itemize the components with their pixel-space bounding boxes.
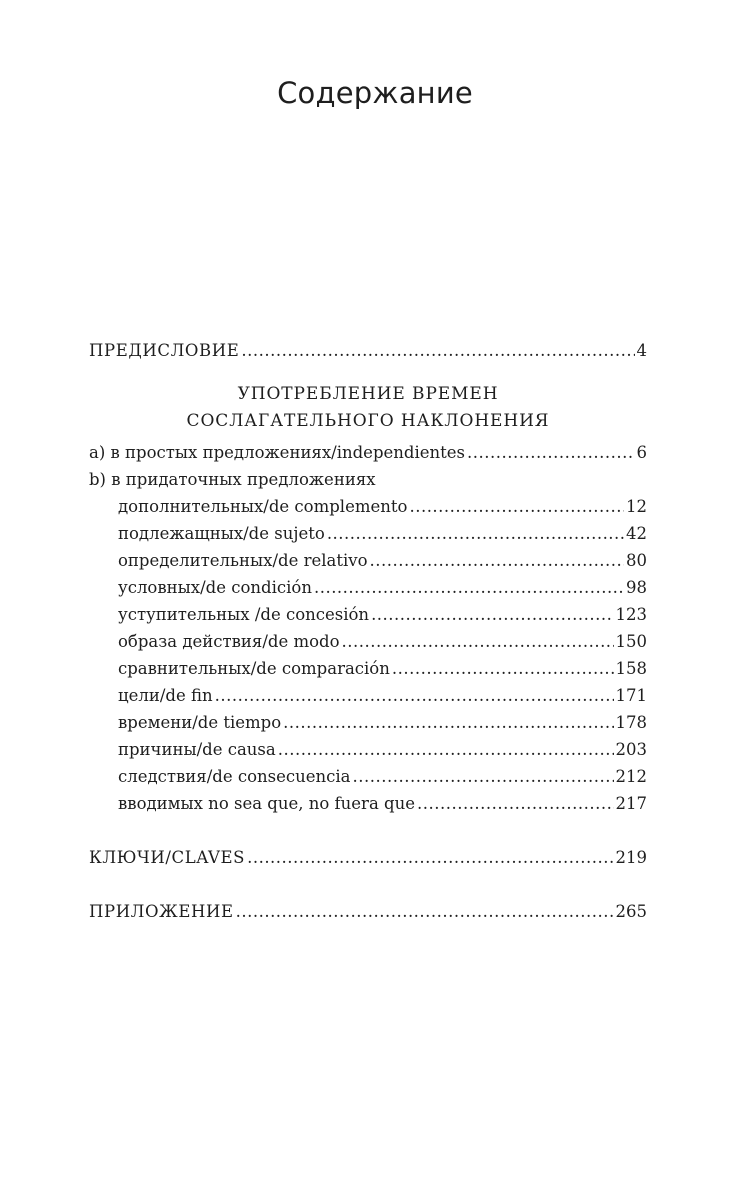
toc-entry-label: b) в придаточных предложениях bbox=[89, 470, 376, 489]
toc-subentry[interactable] bbox=[89, 682, 647, 709]
toc-entry-label: следствия/de consecuencia bbox=[118, 767, 351, 786]
toc-entry-label: образа действия/de modo bbox=[118, 632, 340, 651]
toc-subentry[interactable] bbox=[89, 601, 647, 628]
toc-page-number: 178 bbox=[615, 713, 647, 732]
toc-entry-label: подлежащных/de sujeto bbox=[118, 524, 325, 543]
dot-leader bbox=[342, 628, 614, 655]
dot-leader bbox=[314, 574, 624, 601]
toc-entry-label: дополнительных/de complemento bbox=[118, 497, 408, 516]
toc-page-number: 158 bbox=[615, 659, 647, 678]
toc-page-number: 12 bbox=[626, 497, 647, 516]
toc-page-number: 123 bbox=[615, 605, 647, 624]
page-title: Содержание bbox=[277, 76, 473, 110]
toc-subentry[interactable] bbox=[89, 547, 647, 574]
toc-subentry[interactable] bbox=[89, 790, 647, 817]
toc-entry-label: a) в простых предложениях/independientes bbox=[89, 443, 465, 462]
toc-entry-b bbox=[89, 466, 647, 493]
dot-leader bbox=[353, 763, 614, 790]
toc-subentry[interactable] bbox=[89, 493, 647, 520]
toc-entry-label: причины/de causa bbox=[118, 740, 276, 759]
toc-page-number: 98 bbox=[626, 578, 647, 597]
section-heading-line-1: УПОТРЕБЛЕНИЕ ВРЕМЕН bbox=[237, 384, 499, 404]
dot-leader bbox=[467, 439, 635, 466]
toc-entry-label: определительных/de relativo bbox=[118, 551, 368, 570]
toc-subentry[interactable] bbox=[89, 655, 647, 682]
toc-entry-label: уступительных /de concesión bbox=[118, 605, 370, 624]
toc-subentry[interactable] bbox=[89, 628, 647, 655]
toc-page-number: 217 bbox=[615, 794, 647, 813]
toc-entry-label: времени/de tiempo bbox=[118, 713, 282, 732]
toc-entry-label: сравнительных/de comparación bbox=[118, 659, 390, 678]
toc-entry-label: вводимых no sea que, no fuera que bbox=[118, 794, 415, 813]
toc-entry-label: условных/de condición bbox=[118, 578, 312, 597]
toc-page-number: 171 bbox=[615, 686, 647, 705]
toc-entry-label: КЛЮЧИ/CLAVES bbox=[89, 848, 246, 867]
dot-leader bbox=[327, 520, 624, 547]
toc-page-number: 80 bbox=[626, 551, 647, 570]
toc-entry-a[interactable] bbox=[89, 439, 647, 466]
toc-subentry[interactable] bbox=[89, 736, 647, 763]
dot-leader bbox=[278, 736, 614, 763]
toc-subentry[interactable] bbox=[89, 520, 647, 547]
toc-entry-label: ПРЕДИСЛОВИЕ bbox=[89, 341, 240, 360]
toc-page-number: 219 bbox=[615, 848, 647, 867]
toc-subentry[interactable] bbox=[89, 763, 647, 790]
dot-leader bbox=[409, 493, 624, 520]
toc-page-number: 42 bbox=[626, 524, 647, 543]
dot-leader bbox=[241, 337, 634, 364]
toc-page-number: 203 bbox=[615, 740, 647, 759]
table-of-contents bbox=[89, 337, 647, 925]
dot-leader bbox=[370, 547, 624, 574]
toc-entry-appendix[interactable] bbox=[89, 898, 647, 925]
toc-entry-label: цели/de fin bbox=[118, 686, 213, 705]
toc-page-number: 6 bbox=[636, 443, 647, 462]
dot-leader bbox=[215, 682, 614, 709]
toc-page-number: 212 bbox=[615, 767, 647, 786]
dot-leader bbox=[236, 898, 614, 925]
dot-leader bbox=[283, 709, 613, 736]
dot-leader bbox=[247, 844, 613, 871]
toc-entry-label: ПРИЛОЖЕНИЕ bbox=[89, 902, 234, 921]
toc-page-number: 265 bbox=[615, 902, 647, 921]
toc-subentry[interactable] bbox=[89, 709, 647, 736]
dot-leader bbox=[392, 655, 614, 682]
dot-leader bbox=[371, 601, 613, 628]
toc-page-number: 150 bbox=[615, 632, 647, 651]
dot-leader bbox=[417, 790, 614, 817]
section-heading-line-2: СОСЛАГАТЕЛЬНОГО НАКЛОНЕНИЯ bbox=[186, 411, 550, 431]
toc-entry-preface[interactable] bbox=[89, 337, 647, 364]
toc-entry-keys[interactable] bbox=[89, 844, 647, 871]
toc-page-number: 4 bbox=[636, 341, 647, 360]
toc-subentry[interactable] bbox=[89, 574, 647, 601]
